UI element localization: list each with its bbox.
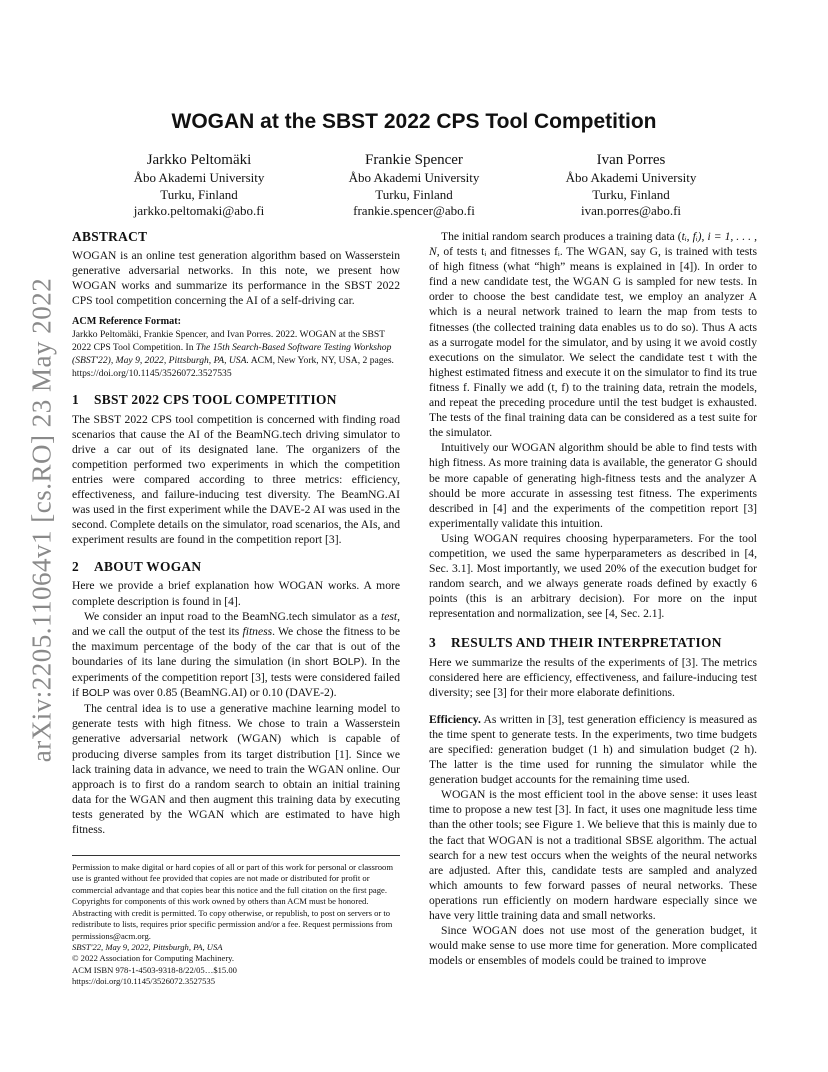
author-block	[300, 151, 528, 220]
section-2-para-2: We consider an input road to the BeamNG.tech simulator as a test, and we call the output of the test its fitness. We chose the fitness to be the maximum percentage of the body of the car that is out of the boundaries of its lane during the simulation (in short BOLP). In the experiments of the competition report [3], tests were considered failed if BOLP was over 0.85 (BeamNG.AI) or 0.10 (DAVE-2).	[72, 609, 401, 700]
author-affiliation: Åbo Akademi University	[348, 170, 480, 185]
author-affiliation: Åbo Akademi University	[565, 170, 697, 185]
right-para-1: The initial random search produces a training data (tᵢ, fᵢ), i = 1, . . . , N, of tests tᵢ and fitnesses fᵢ. The WGAN, say G, is trained with tests of high fitness (what “high” means is explained in [4]). In order to find a new candidate test, the WGAN G is sampled for new tests. In order to choose the best candidate test, we employ an analyzer A which is a neural network trained to learn the map from tests to fitnesses (the collected training data enables us to do so). Thus A acts as a surrogate model for the simulator, and by using it we avoid costly executions on the simulator. We select the candidate test t with the highest estimated fitness and execute it on the simulator to find its true fitness f. Finally we add (t, f) to the training data, retrain the models, and repeat the preceding procedure until the test budget is exhausted. The tests of the final training data can be considered as a test suite for the simulator.	[429, 230, 757, 440]
section-3-para-2: WOGAN is the most efficient tool in the above sense: it uses least time to propose a new test [3]. In fact, it uses one magnitude less time than the other tools; see Figure 1. We believe that this is mainly due to the fact that WOGAN is not a traditional SBSE algorithm. The actual search for a new test occurs when the weights of the neural networks are adjusted. After this, candidate tests are sampled and analyzed which amounts to few forward passes of neural networks. These operations run efficiently on modern hardware especially since we have very little training data and small networks.	[429, 788, 757, 923]
section-2-heading: 2 ABOUT WOGAN	[72, 559, 202, 575]
arxiv-stamp: arXiv:2205.11064v1 [cs.RO] 23 May 2022	[26, 277, 57, 763]
section-3-para-1: Here we summarize the results of the experiments of [3]. The metrics considered here are efficiency, effectiveness, and failure-inducing test diversity; see [3] for their more elaborate definitions.	[429, 655, 757, 699]
acm-reference: ACM Reference Format: Jarkko Peltomäki, Frankie Spencer, and Ivan Porres. 2022. WOGAN at the SBST 2022 CPS Tool Competition. In The 15th Search-Based Software Testing Workshop (SBST'22), May 9, 2022, Pittsburgh, PA, USA. ACM, New York, NY, USA, 2 pages. https://doi.org/10.1145/3526072.3527535	[72, 316, 400, 380]
paper-title: WOGAN at the SBST 2022 CPS Tool Competition	[171, 110, 657, 133]
right-para-2: Intuitively our WOGAN algorithm should be able to find tests with high fitness. As more training data is available, the generator G should be more capable of generating high-fitness tests and the analyzer A should be more accurate in assessing test fitness. The experiments described in [4] and the experiments of the competition report [3] experimentally validate this intuition.	[429, 441, 757, 530]
author-name: Ivan Porres	[596, 152, 666, 168]
section-3-para-3: Since WOGAN does not use most of the generation budget, it would make sense to use more time for generation. More complicated models or ensembles of models could be trained to improve	[429, 924, 757, 968]
section-2-para-3: The central idea is to use a generative machine learning model to generate tests with high fitness. We chose to train a Wasserstein generative adversarial network (WGAN) which is capable of producing diverse samples from its target distribution [1]. Since we lack training data in advance, we need to train the WGAN online. Our approach is to first do a random search to obtain an initial training data for the WGAN and then augment this training data by executing tests generated by the WGAN which are estimated to have high fitness.	[72, 702, 400, 836]
section-3-heading: 3 RESULTS AND THEIR INTERPRETATION	[429, 635, 722, 651]
footnote-divider	[72, 855, 400, 856]
abstract-heading: ABSTRACT	[72, 229, 148, 244]
author-email: frankie.spencer@abo.fi	[353, 203, 475, 218]
left-column	[72, 229, 400, 988]
author-block	[517, 151, 745, 220]
section-1-text: The SBST 2022 CPS tool competition is concerned with finding road scenarios that cause the AI of the BeamNG.tech driving simulator to drive a car out of its designated lane. The organizers of the competition performed two experiments in which the competition entries were compared according to three metrics: efficiency, effectiveness, and failure-inducing test diversity. The BeamNG.AI was used in the first experiment while the DAVE-2 AI was used in the second. Complete details on the simulator, road scenarios, the AIs, and experiment results are found in the competition report [3].	[72, 412, 400, 547]
right-para-3: Using WOGAN requires choosing hyperparameters. For the tool competition, we used the same hyperparameters as described in [4, Sec. 3.1]. Most importantly, we used 20% of the execution budget for random search, and we always generate roads defined by exactly 6 points (this is an arbitrary decision). For more on the input representation and normalization, see [4, Sec. 2.1].	[429, 531, 757, 621]
acm-reference-heading: ACM Reference Format:	[72, 316, 181, 328]
author-name: Jarkko Peltomäki	[146, 152, 252, 168]
author-email: ivan.porres@abo.fi	[580, 203, 682, 218]
efficiency-paragraph: Efficiency. As written in [3], test generation efficiency is measured as the time spent to generate tests. In the experiments, two time budgets are specified: generation budget (1 h) and simulation budget (2 h). The latter is the time used for running the simulator while the generation budget accounts for the remaining time used.	[429, 712, 757, 787]
section-2-para-1: Here we provide a brief explanation how WOGAN works. A more complete description is found in [4].	[72, 579, 400, 608]
author-location: Turku, Finland	[375, 186, 453, 202]
author-block	[85, 151, 313, 220]
abstract-text: WOGAN is an online test generation algorithm based on Wasserstein generative adversarial networks. In this note, we present how WOGAN works and summarize its performance in the SBST 2022 CPS tool competition concerning the AI of a self-driving car.	[72, 249, 400, 308]
section-1-heading: 1 SBST 2022 CPS TOOL COMPETITION	[72, 392, 337, 408]
author-email: jarkko.peltomaki@abo.fi	[133, 203, 265, 218]
right-column	[429, 229, 757, 968]
author-location: Turku, Finland	[592, 186, 670, 202]
author-affiliation: Åbo Akademi University	[133, 170, 265, 185]
author-name: Frankie Spencer	[365, 152, 463, 168]
author-location: Turku, Finland	[160, 186, 238, 202]
permission-notice: Permission to make digital or hard copies of all or part of this work for personal or classroom use is granted without fee provided that copies are not made or distributed for profit or commercial advantage and that copies bear this notice and the full citation on the first page. Copyrights for components of this work owned by others than ACM must be honored. Abstracting with credit is permitted. To copy otherwise, or republish, to post on servers or to redistribute to lists, requires prior specific permission and/or a fee. Request permissions from permissions@acm.org. SBST'22, May 9, 2022, Pittsburgh, PA, USA © 2022 Association for Computing Machinery. ACM ISBN 978-1-4503-9318-8/22/05…$15.00 https://doi.org/10.1145/3526072.3527535	[72, 862, 393, 987]
